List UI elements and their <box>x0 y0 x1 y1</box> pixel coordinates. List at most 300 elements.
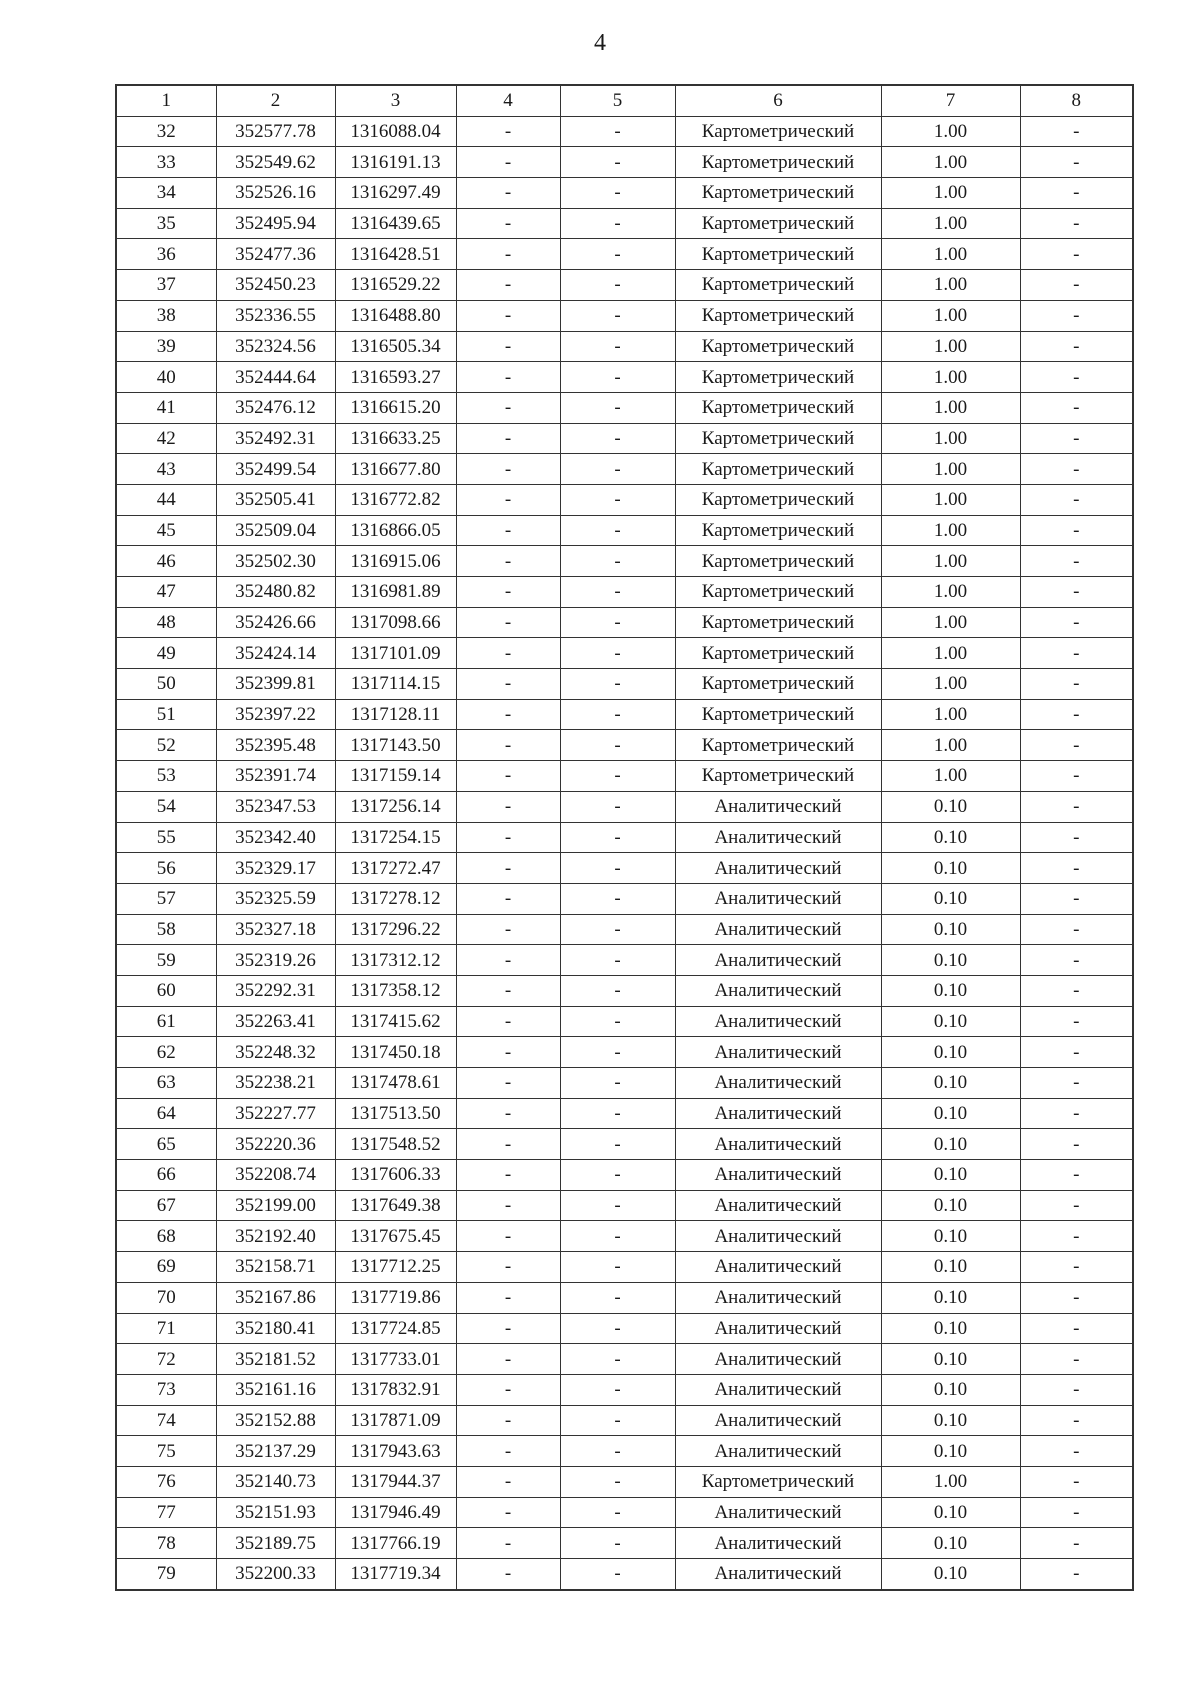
table-cell: 1.00 <box>881 761 1020 792</box>
table-cell: 33 <box>116 147 216 178</box>
table-cell: - <box>560 515 675 546</box>
table-cell: Картометрический <box>675 546 881 577</box>
table-cell: 1.00 <box>881 239 1020 270</box>
table-row <box>116 1405 1133 1436</box>
table-cell: - <box>456 1497 560 1528</box>
table-cell: 352248.32 <box>216 1037 335 1068</box>
table-cell: Аналитический <box>675 1528 881 1559</box>
table-row <box>116 577 1133 608</box>
table-cell: 73 <box>116 1374 216 1405</box>
table-cell: - <box>560 577 675 608</box>
table-cell: Аналитический <box>675 1436 881 1467</box>
table-cell: Аналитический <box>675 1098 881 1129</box>
table-row <box>116 1559 1133 1590</box>
table-cell: - <box>560 638 675 669</box>
table-cell: 1316439.65 <box>335 208 456 239</box>
table-cell: Картометрический <box>675 423 881 454</box>
table-cell: 1316505.34 <box>335 331 456 362</box>
table-cell: Аналитический <box>675 1068 881 1099</box>
table-cell: - <box>560 1129 675 1160</box>
table-cell: 352476.12 <box>216 392 335 423</box>
table-row <box>116 975 1133 1006</box>
table-body <box>116 116 1133 1590</box>
table-cell: - <box>1020 1344 1133 1375</box>
table-cell: - <box>560 116 675 147</box>
table-cell: 352181.52 <box>216 1344 335 1375</box>
table-cell: - <box>1020 300 1133 331</box>
table-cell: 0.10 <box>881 1497 1020 1528</box>
table-cell: 352137.29 <box>216 1436 335 1467</box>
table-cell: 0.10 <box>881 1374 1020 1405</box>
table-cell: 1316866.05 <box>335 515 456 546</box>
table-cell: 1317358.12 <box>335 975 456 1006</box>
table-cell: 1.00 <box>881 208 1020 239</box>
table-cell: - <box>1020 484 1133 515</box>
table-cell: - <box>456 423 560 454</box>
table-row <box>116 300 1133 331</box>
table-cell: - <box>1020 1221 1133 1252</box>
table-row <box>116 607 1133 638</box>
table-cell: 1.00 <box>881 546 1020 577</box>
table-cell: - <box>560 761 675 792</box>
table-cell: - <box>560 730 675 761</box>
table-cell: 1317415.62 <box>335 1006 456 1037</box>
table-cell: - <box>1020 1313 1133 1344</box>
table-cell: 1.00 <box>881 730 1020 761</box>
table-cell: 1317159.14 <box>335 761 456 792</box>
table-cell: Аналитический <box>675 1405 881 1436</box>
table-cell: - <box>456 239 560 270</box>
table-cell: - <box>456 914 560 945</box>
table-cell: - <box>560 1006 675 1037</box>
table-cell: 34 <box>116 178 216 209</box>
table-row <box>116 669 1133 700</box>
table-cell: 60 <box>116 975 216 1006</box>
table-cell: 44 <box>116 484 216 515</box>
table-cell: - <box>1020 730 1133 761</box>
table-cell: 0.10 <box>881 945 1020 976</box>
table-cell: 1316088.04 <box>335 116 456 147</box>
table-cell: 352167.86 <box>216 1282 335 1313</box>
table-cell: - <box>1020 423 1133 454</box>
table-cell: 78 <box>116 1528 216 1559</box>
table-cell: - <box>456 669 560 700</box>
table-cell: 56 <box>116 853 216 884</box>
table-cell: Аналитический <box>675 1252 881 1283</box>
table-cell: - <box>560 392 675 423</box>
table-cell: 1317766.19 <box>335 1528 456 1559</box>
table-cell: - <box>456 975 560 1006</box>
table-cell: 69 <box>116 1252 216 1283</box>
table-cell: 352189.75 <box>216 1528 335 1559</box>
table-cell: - <box>1020 392 1133 423</box>
table-cell: 1317143.50 <box>335 730 456 761</box>
table-row <box>116 1528 1133 1559</box>
table-cell: - <box>1020 1436 1133 1467</box>
table-cell: - <box>560 1160 675 1191</box>
table-cell: 1.00 <box>881 116 1020 147</box>
table-cell: 1316677.80 <box>335 454 456 485</box>
table-cell: 352477.36 <box>216 239 335 270</box>
table-cell: - <box>456 883 560 914</box>
table-cell: - <box>560 607 675 638</box>
table-cell: 32 <box>116 116 216 147</box>
table-cell: - <box>560 1466 675 1497</box>
table-cell: 352397.22 <box>216 699 335 730</box>
table-cell: 1317649.38 <box>335 1190 456 1221</box>
table-cell: Аналитический <box>675 1313 881 1344</box>
table-cell: - <box>560 1497 675 1528</box>
table-row <box>116 147 1133 178</box>
table-cell: - <box>560 484 675 515</box>
table-cell: - <box>560 270 675 301</box>
table-cell: 0.10 <box>881 1252 1020 1283</box>
table-cell: 352444.64 <box>216 362 335 393</box>
table-cell: 352292.31 <box>216 975 335 1006</box>
table-cell: 1.00 <box>881 423 1020 454</box>
table-row <box>116 178 1133 209</box>
table-cell: - <box>1020 945 1133 976</box>
table-cell: 1316633.25 <box>335 423 456 454</box>
table-row <box>116 730 1133 761</box>
table-cell: 48 <box>116 607 216 638</box>
table-cell: 352327.18 <box>216 914 335 945</box>
table-cell: 1317256.14 <box>335 791 456 822</box>
table-cell: - <box>560 945 675 976</box>
table-cell: - <box>1020 669 1133 700</box>
table-row <box>116 761 1133 792</box>
table-cell: - <box>456 270 560 301</box>
table-row <box>116 1190 1133 1221</box>
table-cell: - <box>1020 1068 1133 1099</box>
table-row <box>116 208 1133 239</box>
table-row <box>116 699 1133 730</box>
table-cell: 1316593.27 <box>335 362 456 393</box>
table-cell: - <box>456 699 560 730</box>
table-cell: - <box>1020 1282 1133 1313</box>
table-cell: - <box>456 484 560 515</box>
table-cell: 352391.74 <box>216 761 335 792</box>
table-cell: 0.10 <box>881 791 1020 822</box>
table-cell: - <box>560 1374 675 1405</box>
table-cell: 1317944.37 <box>335 1466 456 1497</box>
table-cell: 1316615.20 <box>335 392 456 423</box>
table-cell: 1317712.25 <box>335 1252 456 1283</box>
table-cell: - <box>456 331 560 362</box>
table-cell: Аналитический <box>675 1129 881 1160</box>
table-cell: 352319.26 <box>216 945 335 976</box>
table-cell: - <box>560 975 675 1006</box>
table-row <box>116 1497 1133 1528</box>
table-cell: 1316981.89 <box>335 577 456 608</box>
table-cell: 42 <box>116 423 216 454</box>
table-cell: - <box>560 239 675 270</box>
table-cell: - <box>456 761 560 792</box>
table-cell: 1.00 <box>881 454 1020 485</box>
table-cell: - <box>456 1282 560 1313</box>
table-cell: 352161.16 <box>216 1374 335 1405</box>
table-cell: Аналитический <box>675 1221 881 1252</box>
table-cell: 0.10 <box>881 1344 1020 1375</box>
table-row <box>116 423 1133 454</box>
table-cell: - <box>456 1466 560 1497</box>
table-cell: 352492.31 <box>216 423 335 454</box>
table-row <box>116 1466 1133 1497</box>
table-cell: Картометрический <box>675 699 881 730</box>
table-cell: - <box>560 883 675 914</box>
table-cell: 1.00 <box>881 300 1020 331</box>
table-cell: - <box>1020 1098 1133 1129</box>
table-cell: - <box>560 546 675 577</box>
table-row <box>116 883 1133 914</box>
table-cell: Картометрический <box>675 270 881 301</box>
table-cell: - <box>456 178 560 209</box>
table-cell: 67 <box>116 1190 216 1221</box>
table-cell: 0.10 <box>881 1405 1020 1436</box>
table-cell: Аналитический <box>675 791 881 822</box>
table-cell: - <box>1020 822 1133 853</box>
table-cell: 0.10 <box>881 1313 1020 1344</box>
table-cell: - <box>560 822 675 853</box>
table-cell: 64 <box>116 1098 216 1129</box>
table-cell: 54 <box>116 791 216 822</box>
table-row <box>116 270 1133 301</box>
table-cell: 1317278.12 <box>335 883 456 914</box>
table-row <box>116 1098 1133 1129</box>
table-cell: 352450.23 <box>216 270 335 301</box>
table-cell: - <box>456 454 560 485</box>
table-cell: 0.10 <box>881 853 1020 884</box>
table-cell: - <box>456 1528 560 1559</box>
table-cell: 50 <box>116 669 216 700</box>
table-cell: 0.10 <box>881 1221 1020 1252</box>
table-cell: 1317098.66 <box>335 607 456 638</box>
table-cell: - <box>456 945 560 976</box>
table-cell: 1317832.91 <box>335 1374 456 1405</box>
table-cell: - <box>1020 546 1133 577</box>
table-cell: - <box>456 791 560 822</box>
table-cell: - <box>456 638 560 669</box>
table-cell: - <box>560 1405 675 1436</box>
table-cell: 352199.00 <box>216 1190 335 1221</box>
table-cell: 1317128.11 <box>335 699 456 730</box>
table-cell: - <box>456 1221 560 1252</box>
table-cell: 74 <box>116 1405 216 1436</box>
table-cell: - <box>1020 116 1133 147</box>
table-cell: - <box>1020 883 1133 914</box>
table-cell: - <box>1020 1037 1133 1068</box>
table-row <box>116 362 1133 393</box>
table-cell: - <box>1020 208 1133 239</box>
table-cell: Аналитический <box>675 1559 881 1590</box>
table-cell: 1316191.13 <box>335 147 456 178</box>
table-row <box>116 822 1133 853</box>
table-cell: 63 <box>116 1068 216 1099</box>
table-cell: - <box>560 423 675 454</box>
table-cell: - <box>456 1190 560 1221</box>
table-row <box>116 1037 1133 1068</box>
table-cell: - <box>456 1313 560 1344</box>
table-cell: 79 <box>116 1559 216 1590</box>
table-cell: 1317450.18 <box>335 1037 456 1068</box>
table-cell: - <box>1020 331 1133 362</box>
table-cell: 352263.41 <box>216 1006 335 1037</box>
table-cell: 46 <box>116 546 216 577</box>
table-cell: 0.10 <box>881 1190 1020 1221</box>
table-cell: 59 <box>116 945 216 976</box>
table-row <box>116 1252 1133 1283</box>
table-cell: 1.00 <box>881 484 1020 515</box>
table-cell: - <box>456 1559 560 1590</box>
table-cell: - <box>560 1190 675 1221</box>
table-row <box>116 1160 1133 1191</box>
table-cell: 1316488.80 <box>335 300 456 331</box>
table-cell: 0.10 <box>881 822 1020 853</box>
table-cell: 39 <box>116 331 216 362</box>
table-cell: Аналитический <box>675 945 881 976</box>
table-cell: - <box>456 116 560 147</box>
table-cell: 0.10 <box>881 914 1020 945</box>
table-cell: 1317946.49 <box>335 1497 456 1528</box>
table-cell: Картометрический <box>675 116 881 147</box>
table-cell: 53 <box>116 761 216 792</box>
table-cell: - <box>560 178 675 209</box>
table-cell: - <box>456 362 560 393</box>
table-cell: 1317114.15 <box>335 669 456 700</box>
table-cell: 36 <box>116 239 216 270</box>
table-cell: - <box>560 300 675 331</box>
table-cell: - <box>456 1252 560 1283</box>
table-cell: - <box>560 1068 675 1099</box>
table-cell: Картометрический <box>675 178 881 209</box>
column-header: 2 <box>216 85 335 116</box>
table-cell: - <box>1020 1528 1133 1559</box>
table-cell: 58 <box>116 914 216 945</box>
table-cell: 352399.81 <box>216 669 335 700</box>
table-row <box>116 914 1133 945</box>
table-cell: Картометрический <box>675 300 881 331</box>
table-row <box>116 546 1133 577</box>
table-cell: Аналитический <box>675 853 881 884</box>
table-row <box>116 945 1133 976</box>
table-cell: 1316772.82 <box>335 484 456 515</box>
column-header: 8 <box>1020 85 1133 116</box>
table-cell: 0.10 <box>881 1160 1020 1191</box>
table-cell: - <box>1020 1374 1133 1405</box>
table-cell: Аналитический <box>675 1160 881 1191</box>
table-cell: 1.00 <box>881 178 1020 209</box>
table-cell: Картометрический <box>675 208 881 239</box>
table-cell: - <box>456 1436 560 1467</box>
table-cell: 1.00 <box>881 392 1020 423</box>
table-cell: Аналитический <box>675 1037 881 1068</box>
table-cell: - <box>560 454 675 485</box>
table-cell: - <box>1020 761 1133 792</box>
table-cell: - <box>456 1068 560 1099</box>
table-cell: - <box>456 853 560 884</box>
table-cell: 57 <box>116 883 216 914</box>
table-cell: 352526.16 <box>216 178 335 209</box>
table-cell: Картометрический <box>675 607 881 638</box>
table-cell: - <box>560 1221 675 1252</box>
table-cell: 352180.41 <box>216 1313 335 1344</box>
table-cell: 0.10 <box>881 1129 1020 1160</box>
table-cell: Аналитический <box>675 1374 881 1405</box>
table-cell: 1.00 <box>881 331 1020 362</box>
table-cell: Картометрический <box>675 331 881 362</box>
column-header: 3 <box>335 85 456 116</box>
table-cell: 76 <box>116 1466 216 1497</box>
table-cell: 1317719.86 <box>335 1282 456 1313</box>
table-cell: 1317101.09 <box>335 638 456 669</box>
table-cell: - <box>1020 914 1133 945</box>
table-cell: - <box>1020 1160 1133 1191</box>
table-cell: 1316297.49 <box>335 178 456 209</box>
table-row <box>116 239 1133 270</box>
table-cell: 75 <box>116 1436 216 1467</box>
table-cell: Картометрический <box>675 577 881 608</box>
table-cell: 49 <box>116 638 216 669</box>
table-cell: Аналитический <box>675 1282 881 1313</box>
column-header: 1 <box>116 85 216 116</box>
table-cell: 1.00 <box>881 270 1020 301</box>
table-cell: - <box>1020 607 1133 638</box>
table-cell: 70 <box>116 1282 216 1313</box>
table-cell: 1317254.15 <box>335 822 456 853</box>
table-cell: - <box>456 1374 560 1405</box>
table-cell: Картометрический <box>675 484 881 515</box>
table-row <box>116 1344 1133 1375</box>
table-row <box>116 484 1133 515</box>
table-cell: 1317871.09 <box>335 1405 456 1436</box>
table-cell: 37 <box>116 270 216 301</box>
table-cell: Картометрический <box>675 362 881 393</box>
table-cell: 1317272.47 <box>335 853 456 884</box>
table-cell: 352152.88 <box>216 1405 335 1436</box>
table-header-row <box>116 85 1133 116</box>
column-header: 7 <box>881 85 1020 116</box>
table-cell: 62 <box>116 1037 216 1068</box>
table-row <box>116 454 1133 485</box>
table-cell: 0.10 <box>881 1006 1020 1037</box>
table-cell: Картометрический <box>675 761 881 792</box>
table-cell: 352238.21 <box>216 1068 335 1099</box>
table-cell: - <box>1020 1006 1133 1037</box>
table-cell: Аналитический <box>675 883 881 914</box>
table-cell: 71 <box>116 1313 216 1344</box>
table-cell: 1.00 <box>881 147 1020 178</box>
table-cell: - <box>1020 699 1133 730</box>
table-row <box>116 1374 1133 1405</box>
table-cell: - <box>1020 454 1133 485</box>
table-cell: 352347.53 <box>216 791 335 822</box>
table-cell: - <box>560 1252 675 1283</box>
table-cell: 0.10 <box>881 1037 1020 1068</box>
table-cell: - <box>560 1098 675 1129</box>
table-row <box>116 853 1133 884</box>
table-cell: 352480.82 <box>216 577 335 608</box>
table-cell: Аналитический <box>675 1344 881 1375</box>
table-cell: 35 <box>116 208 216 239</box>
table-cell: 1317478.61 <box>335 1068 456 1099</box>
table-cell: - <box>456 607 560 638</box>
table-cell: - <box>560 331 675 362</box>
column-header: 4 <box>456 85 560 116</box>
table-cell: 352577.78 <box>216 116 335 147</box>
table-cell: 1.00 <box>881 699 1020 730</box>
table-row <box>116 1221 1133 1252</box>
table-cell: 352502.30 <box>216 546 335 577</box>
